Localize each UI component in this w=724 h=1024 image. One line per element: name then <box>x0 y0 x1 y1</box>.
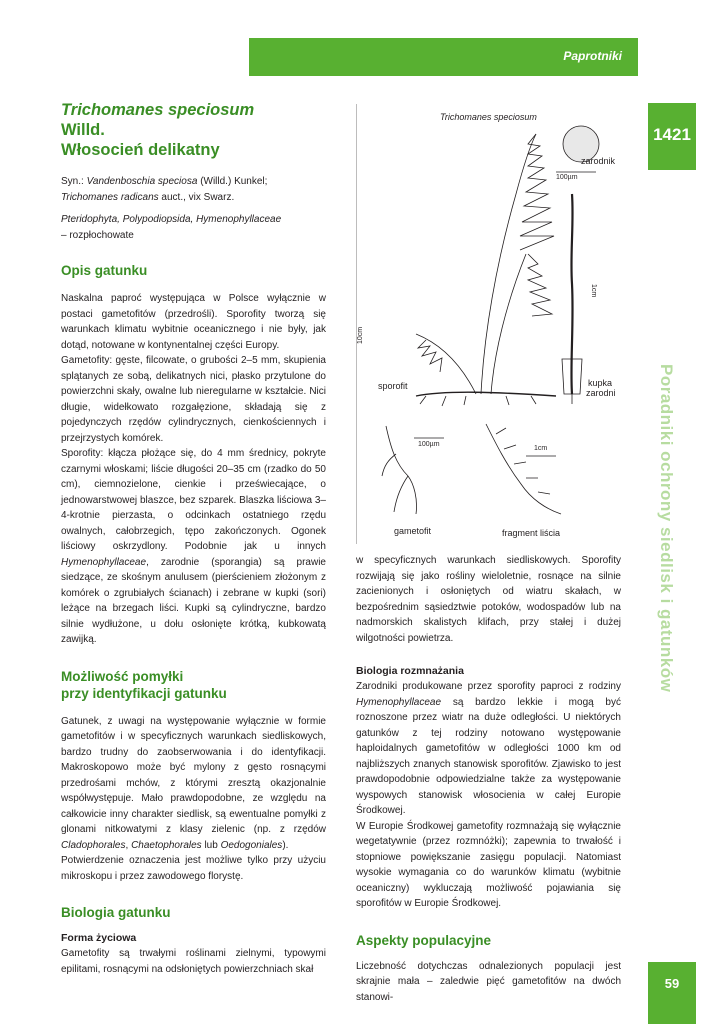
page-number-tab <box>648 962 696 1024</box>
pomylki-order-2: Chaetophorales <box>131 839 202 851</box>
label-kupka-2: zarodni <box>586 388 616 398</box>
synonym-1-name: Vandenboschia speciosa <box>86 176 198 187</box>
species-author: Willd. <box>61 121 105 139</box>
header-bar <box>249 38 638 76</box>
gametophyte-filament-2 <box>394 476 408 512</box>
frond-rachis-main <box>481 134 536 394</box>
fragment-lisca-drawing <box>486 424 561 514</box>
fern-illustration <box>356 104 632 544</box>
heading-opis-gatunku: Opis gatunku <box>61 263 148 278</box>
rozmn-p1-b: są bardzo lekkie i mogą być roznoszone przez wiatr na duże odległości. U niektórych gatunków z tej rodziny notowano występowanie haploidalnych gametofitów w odległości 1000 km od najbliższych znanych stanowisk sporofitów. Zjawisko to jest prawdopodobnie odpowiedzialne także za występowanie wyspowych stanowisk włosocienia w całej Europie Środkowej. <box>356 696 621 816</box>
label-fragment-lisca: fragment liścia <box>502 528 561 538</box>
pomylki-p1-b: , <box>125 839 129 851</box>
gametophyte-filament-1 <box>386 426 417 514</box>
syn-label: Syn.: <box>61 176 84 187</box>
label-zarodnik: zarodnik <box>581 156 616 166</box>
left-column <box>61 100 326 977</box>
right-column <box>356 553 621 1005</box>
forma-paragraph-continued: w specyficznych warunkach siedliskowych. Sporofity rozwijają się jako rośliny wieloletnie, rosnące na silnie zacienionych i osłoniętych od wiatru skałach, w bezpośrednim sąsiedztwie potoków, wodospadów lub na nadmorskich skalistych klifach, przy stałej i dużej wilgotności powietrza. <box>356 555 621 644</box>
kupka-zarodni-drawing <box>562 194 582 404</box>
pomylki-order-3: Oedogoniales <box>220 839 283 851</box>
opis-paragraph-3 <box>61 446 326 648</box>
gametofit-drawing <box>382 426 444 514</box>
aspekty-paragraph-1: Liczebność dotychczas odnalezionych populacji jest skrajnie mała – zaledwie pięć gametofitów na dwóch stanowi- <box>356 960 621 1003</box>
frond-leaflets-2 <box>528 254 552 316</box>
heading-biologia-rozmnazania: Biologia rozmnażania <box>356 665 464 677</box>
page-number: 59 <box>664 976 680 991</box>
forma-paragraph: Gametofity są trwałymi roślinami zielnymi, typowymi epilitami, rosnącymi na odsłoniętych powierzchniach skał <box>61 948 326 975</box>
label-1cm-a: 1cm <box>590 284 597 298</box>
species-number-tab <box>648 103 696 170</box>
frond-rachis-tertiary <box>416 334 476 394</box>
species-polish-name: Włosocień delikatny <box>61 141 220 159</box>
pomylki-p1-c: lub <box>204 839 218 851</box>
taxonomy <box>61 212 326 244</box>
rozmn-p1-a: Zarodniki produkowane przez sporofity paproci z rodziny <box>356 681 621 692</box>
label-10cm: 10cm <box>357 326 364 344</box>
species-latin-name: Trichomanes speciosum <box>61 101 255 119</box>
opis-paragraph-2: Gametofity: gęste, filcowate, o grubości 2–5 mm, skupienia splątanych ze sobą, delikatnych nici, płasko przytulone do powierzchni skały, owalne lub nieregularne w kształcie. Nici długie, widełkowato rozgałęzione, składają się z pojedynczych rzędów cylindrycznych, cienkościennych i przejrzystych komórek. <box>61 355 326 444</box>
pomylki-paragraph-2: Potwierdzenie oznaczenia jest możliwe tylko przy użyciu mikroskopu i przez zawodowego florystę. <box>61 855 326 882</box>
heading-aspekty-populacyjne: Aspekty populacyjne <box>356 932 492 948</box>
fern-drawing <box>356 104 632 544</box>
leaf-fragment-rachis <box>486 424 561 514</box>
rozmnazanie-paragraph-2: W Europie Środkowej gametofity rozmnażają się wyłącznie wegetatywnie (przez rozmnóżki); zapewnia to trwałość i stopniowe powiększanie zasięgu populacji. Natomiast wysokie wymagania co do warunków klimatu (wybitnie oceaniczny) wykluczają możliwość pojawiania się sporofitów w Europie Środkowej. <box>356 820 621 909</box>
label-kupka-1: kupka <box>588 378 613 388</box>
rhizome <box>416 392 556 396</box>
gametophyte-filament-3 <box>382 454 396 476</box>
label-gametofit: gametofit <box>394 526 432 536</box>
caption-top: Trichomanes speciosum <box>440 112 537 122</box>
heading-forma-zyciowa: Forma życiowa <box>61 932 137 944</box>
species-number: 1421 <box>653 125 691 144</box>
leaf-fragment-segments <box>496 428 550 494</box>
series-title-vertical: Poradniki ochrony siedlisk i gatunków <box>657 364 676 693</box>
pomylki-p1-a: Gatunek, z uwagi na występowanie wyłącznie w formie gametofitów i w specyficznych warunkach siedliskowych, bardzo trudny do zaobserwowania i do identyfikacji. Makroskopowo może być mylony z gęsto rosnącymi przedrośami mchów, z którymi zresztą okazjonalnie współwystępuje. Mało prawdopodobne, ze względu na całkowicie inny charakter siedlisk, są ewentualne pomyłki z glonami nitkowatymi z klasy zielenic (np. z rzędów <box>61 715 326 835</box>
heading-mozliwosc-pomylki <box>61 668 326 702</box>
rozmnazanie-paragraph-1 <box>356 679 621 819</box>
opis-p3-b: , zarodnie (sporangia) są prawie siedzące, ze skośnym anulusem (pierścieniem złożonym z komórek o zgrubiałych ścianach) i zebrane w kupki (sori) leżące na brzegach liści. Kupki są cylindryczne, bardzo silnie wydłużone, u dołu osłonięte krótką, kubkowatą zawijką. <box>61 556 326 645</box>
synonym-2-author: auct., vix Swarz. <box>161 192 235 203</box>
heading-biologia-gatunku: Biologia gatunku <box>61 905 171 920</box>
label-100um-b: 100µm <box>418 441 440 448</box>
label-1cm-b: 1cm <box>534 445 548 452</box>
sporofit-drawing <box>416 134 556 406</box>
section-title: Paprotniki <box>563 49 622 63</box>
frond-leaflets-1 <box>520 134 554 250</box>
taxonomy-latin: Pteridophyta, Polypodiopsida, Hymenophyllaceae <box>61 214 282 225</box>
label-sporofit: sporofit <box>378 381 408 391</box>
taxonomy-family-pl: – rozpłochowate <box>61 230 134 241</box>
opis-paragraph-1: Naskalna paproć występująca w Polsce wyłącznie w postaci gametofitów (przedrośli). Sporofity tworzą się warunkach klimatu wybitnie oceanicznego i nie były, jak dotąd, notowane w kontynentalnej części Europy. <box>61 293 326 351</box>
roots <box>420 396 536 406</box>
opis-p3-a: Sporofity: kłącza płożące się, do 4 mm średnicy, pokryte czarnymi włoskami; liście długości 20–35 cm (rzadko do 50 cm), ciemnozielone, cienkie i przeświecające, o jednowarstwowej blaszce, bez szparek. Blaszka liściowa 3–4-krotnie pierzasta, o odcinkach ostatniego rzędu owalnych, całobrzegich, tępo zakończonych. Ogonek liściowy oskrzydlony. Podobnie jak u innych <box>61 448 326 552</box>
heading-pomylki-line-1: Możliwość pomyłki <box>61 668 184 684</box>
synonym-2-name: Trichomanes radicans <box>61 192 159 203</box>
pomylki-paragraph-1 <box>61 714 326 854</box>
synonyms <box>61 174 326 206</box>
pomylki-p1-d: ). <box>282 839 289 851</box>
label-100um-a: 100µm <box>556 174 578 181</box>
synonym-1-author: (Willd.) Kunkel; <box>200 176 268 187</box>
rozmn-p1-family: Hymenophyllaceae <box>356 696 442 708</box>
heading-pomylki-line-2: przy identyfikacji gatunku <box>61 685 227 701</box>
opis-p3-family: Hymenophyllaceae <box>61 556 147 568</box>
sorus-receptacle <box>571 194 572 394</box>
pomylki-order-1: Cladophorales <box>61 839 126 851</box>
frond-leaflets-3 <box>418 340 442 372</box>
